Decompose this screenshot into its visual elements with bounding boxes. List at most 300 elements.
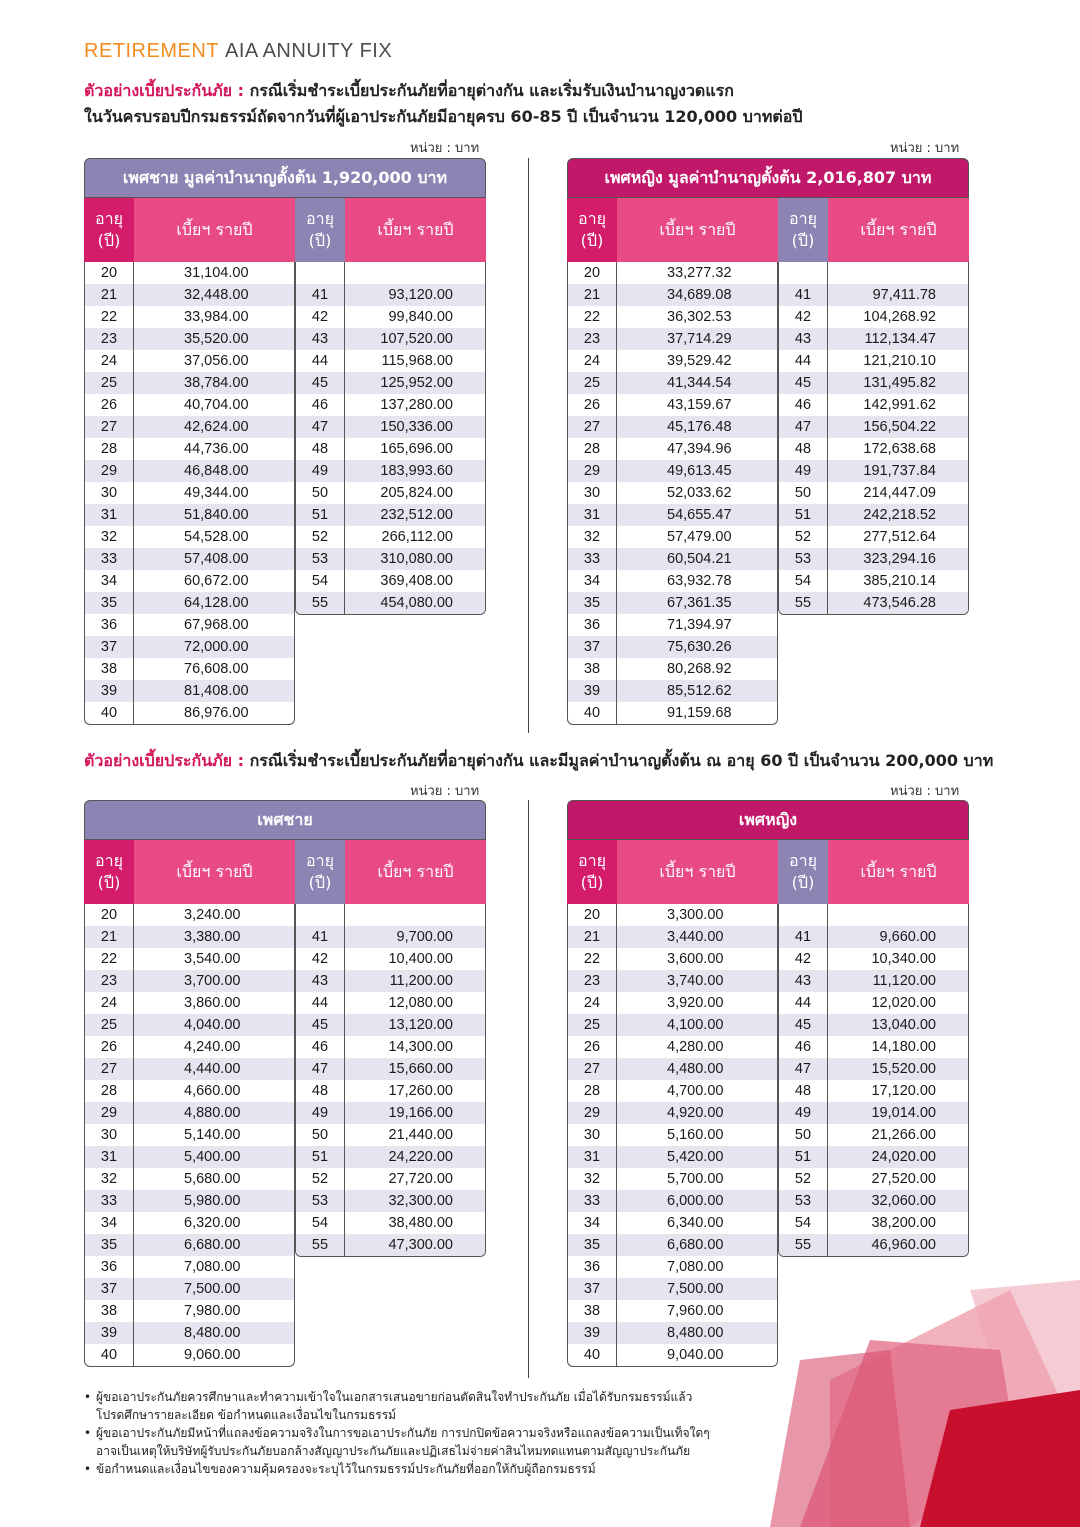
premium-cell: 35,520.00: [184, 331, 249, 347]
table-column-right: [295, 262, 486, 615]
bullet-icon: •: [84, 1462, 92, 1476]
age-cell: 39: [85, 1322, 134, 1344]
premium-cell: 24,020.00: [871, 1149, 936, 1165]
age-cell: 46: [296, 1036, 345, 1058]
premium-cell: 17,120.00: [871, 1083, 936, 1099]
table-row: [779, 1190, 968, 1212]
section2-line1: กรณีเริ่มชำระเบี้ยประกันภัยที่อายุต่างกัน และมีมูลค่าบำนาญตั้งต้น ณ อายุ 60 ปี เป็นจำนวน 200,000 บาท: [249, 751, 994, 770]
premium-cell: 7,080.00: [667, 1259, 724, 1275]
note-item: [84, 1388, 764, 1424]
table-row: [779, 350, 968, 372]
age-cell: 20: [568, 904, 617, 926]
premium-column-header-text: เบี้ยฯ รายปี: [377, 220, 454, 239]
note-text: ผู้ขอเอาประกันภัยควรศึกษาและทำความเข้าใจในเอกสารเสนอขายก่อนตัดสินใจทำประกันภัย เมื่อได้รับกรมธรรม์แล้ว: [96, 1390, 693, 1404]
premium-cell: 115,968.00: [381, 353, 453, 369]
premium-cell: 5,400.00: [184, 1149, 241, 1165]
age-cell: 34: [568, 1212, 617, 1234]
premium-cell: 57,479.00: [667, 529, 732, 545]
premium-cell: 27,720.00: [388, 1171, 453, 1187]
age-cell: 33: [568, 548, 617, 570]
premium-cell: 12,020.00: [871, 995, 936, 1011]
table-row: [568, 1212, 777, 1234]
age-cell: 30: [568, 482, 617, 504]
table-row: [296, 482, 485, 504]
table-row: [568, 284, 777, 306]
age-cell: 43: [296, 328, 345, 350]
premium-cell: 9,660.00: [879, 929, 936, 945]
age-cell: 32: [85, 1168, 134, 1190]
age-column-header-text: (ปี): [308, 231, 332, 250]
premium-cell: 205,824.00: [380, 485, 453, 501]
divider: [528, 158, 529, 733]
table-row: [85, 570, 294, 592]
premium-cell: 46,848.00: [184, 463, 249, 479]
table-row: [568, 992, 777, 1014]
premium-cell: 3,540.00: [184, 951, 241, 967]
table-row: [779, 926, 968, 948]
age-cell: 23: [85, 970, 134, 992]
premium-column-header-text: เบี้ยฯ รายปี: [659, 862, 736, 881]
table-row: [85, 504, 294, 526]
age-cell: 53: [296, 1190, 345, 1212]
disclaimer-notes: [84, 1388, 764, 1478]
table-column-right: [295, 904, 486, 1257]
age-column-header-text: อายุ: [95, 851, 123, 870]
age-cell: 30: [85, 482, 134, 504]
age-cell: 33: [85, 1190, 134, 1212]
age-cell: 28: [85, 1080, 134, 1102]
age-cell: 31: [85, 1146, 134, 1168]
table-row: [568, 970, 777, 992]
premium-cell: 150,336.00: [380, 419, 453, 435]
table-column-left: [84, 262, 295, 725]
premium-cell: 27,520.00: [871, 1171, 936, 1187]
premium-column-header: [617, 198, 778, 262]
table-row: [568, 460, 777, 482]
table-row: [568, 636, 777, 658]
premium-cell: 4,100.00: [667, 1017, 724, 1033]
table-row: [85, 394, 294, 416]
premium-cell: 4,280.00: [667, 1039, 724, 1055]
premium-cell: 6,320.00: [184, 1215, 241, 1231]
age-column-header-text: อายุ: [306, 851, 334, 870]
premium-cell: 31,104.00: [184, 265, 249, 281]
table-row: [568, 1322, 777, 1344]
table-row: [779, 482, 968, 504]
age-cell: 31: [568, 504, 617, 526]
premium-cell: 131,495.82: [863, 375, 936, 391]
premium-cell: 3,600.00: [667, 951, 724, 967]
premium-column-header: [828, 840, 969, 904]
age-column-header-text: อายุ: [95, 209, 123, 228]
table-row: [568, 1300, 777, 1322]
table-row: [85, 284, 294, 306]
age-cell: 27: [568, 416, 617, 438]
premium-cell: 7,500.00: [667, 1281, 724, 1297]
table-row: [296, 970, 485, 992]
table-row: [779, 416, 968, 438]
premium-cell: 11,120.00: [872, 973, 936, 989]
decorative-shapes-graphic: [770, 1270, 1080, 1527]
table-row: [568, 1256, 777, 1278]
table-row: [296, 548, 485, 570]
table-row: [568, 306, 777, 328]
premium-cell: 51,840.00: [184, 507, 249, 523]
age-column-header: [567, 840, 617, 904]
premium-cell: 104,268.92: [863, 309, 936, 325]
premium-cell: 46,960.00: [871, 1237, 936, 1253]
age-cell: 40: [568, 1344, 617, 1366]
table-row: [779, 1014, 968, 1036]
premium-cell: 3,440.00: [667, 929, 724, 945]
premium-cell: 42,624.00: [184, 419, 249, 435]
age-cell: [779, 904, 828, 926]
age-cell: 44: [779, 992, 828, 1014]
age-cell: 52: [296, 526, 345, 548]
age-cell: 54: [296, 1212, 345, 1234]
age-cell: 45: [296, 1014, 345, 1036]
table-row: [568, 1234, 777, 1256]
age-cell: 24: [568, 350, 617, 372]
age-cell: 28: [85, 438, 134, 460]
premium-cell: 165,696.00: [380, 441, 453, 457]
table-row: [568, 592, 777, 614]
age-cell: 53: [296, 548, 345, 570]
unit-label: หน่วย : บาท: [410, 784, 480, 799]
age-cell: 28: [568, 438, 617, 460]
age-cell: 31: [85, 504, 134, 526]
age-column-header-text: (ปี): [580, 873, 604, 892]
table-row: [85, 1190, 294, 1212]
premium-cell: 15,660.00: [388, 1061, 453, 1077]
age-cell: 37: [85, 1278, 134, 1300]
age-cell: [779, 262, 828, 284]
age-cell: 49: [779, 1102, 828, 1124]
age-cell: 55: [779, 592, 828, 614]
age-cell: 27: [568, 1058, 617, 1080]
age-cell: 41: [779, 926, 828, 948]
table-row: [85, 1322, 294, 1344]
table-row: [568, 904, 777, 926]
table-row: [296, 526, 485, 548]
premium-cell: 47,300.00: [388, 1237, 453, 1253]
table-row: [296, 284, 485, 306]
note-text: ผู้ขอเอาประกันภัยมีหน้าที่แถลงข้อความจริงในการขอเอาประกันภัย การปกปิดข้อความจริงหรือแถลงข้อความเป็นเท็จใดๆ: [96, 1426, 710, 1440]
table-row: [568, 438, 777, 460]
table-row: [779, 438, 968, 460]
premium-cell: 4,880.00: [184, 1105, 241, 1121]
premium-table-male-1: [84, 158, 486, 735]
age-cell: 34: [85, 1212, 134, 1234]
premium-cell: 52,033.62: [667, 485, 732, 501]
table-row: [296, 394, 485, 416]
age-column-header-text: (ปี): [308, 873, 332, 892]
age-cell: 47: [779, 416, 828, 438]
premium-cell: 13,040.00: [871, 1017, 936, 1033]
age-cell: 42: [779, 948, 828, 970]
table-row: [568, 658, 777, 680]
age-cell: 49: [779, 460, 828, 482]
premium-table-female-1: [567, 158, 969, 735]
age-cell: 36: [85, 1256, 134, 1278]
age-cell: 37: [85, 636, 134, 658]
table-row: [779, 1168, 968, 1190]
table-row: [568, 1036, 777, 1058]
premium-cell: 13,120.00: [388, 1017, 453, 1033]
age-column-header-text: (ปี): [791, 231, 815, 250]
table-row: [296, 1124, 485, 1146]
age-cell: 41: [779, 284, 828, 306]
table-row: [296, 1036, 485, 1058]
premium-cell: 7,080.00: [184, 1259, 241, 1275]
age-cell: 35: [568, 592, 617, 614]
table-row: [568, 504, 777, 526]
age-cell: 40: [568, 702, 617, 724]
premium-cell: 5,980.00: [184, 1193, 241, 1209]
table-row: [568, 1058, 777, 1080]
age-cell: 21: [85, 926, 134, 948]
premium-cell: 3,920.00: [667, 995, 724, 1011]
age-column-header-text: อายุ: [578, 209, 606, 228]
age-cell: 55: [779, 1234, 828, 1256]
age-cell: 47: [779, 1058, 828, 1080]
age-cell: 30: [568, 1124, 617, 1146]
table-row: [568, 1278, 777, 1300]
table-row: [568, 350, 777, 372]
age-cell: 25: [85, 1014, 134, 1036]
age-cell: 44: [296, 992, 345, 1014]
table-row: [296, 328, 485, 350]
age-cell: 51: [779, 1146, 828, 1168]
premium-cell: 4,480.00: [667, 1061, 724, 1077]
premium-cell: 32,300.00: [388, 1193, 453, 1209]
table-row: [779, 570, 968, 592]
age-cell: 40: [85, 1344, 134, 1366]
table-row: [779, 1146, 968, 1168]
table-row: [568, 1080, 777, 1102]
table-row: [296, 1234, 485, 1256]
table-row: [568, 926, 777, 948]
premium-cell: 4,660.00: [184, 1083, 241, 1099]
table-title: เพศชาย มูลค่าบำนาญตั้งต้น 1,920,000 บาท: [84, 158, 486, 198]
age-cell: 37: [568, 1278, 617, 1300]
table-row: [85, 592, 294, 614]
table-row: [85, 992, 294, 1014]
age-cell: [296, 262, 345, 284]
table-row: [568, 1190, 777, 1212]
age-cell: 45: [779, 372, 828, 394]
age-cell: 55: [296, 1234, 345, 1256]
age-cell: 20: [568, 262, 617, 284]
table-row: [85, 1168, 294, 1190]
age-cell: 22: [568, 306, 617, 328]
table-row: [779, 548, 968, 570]
premium-cell: 369,408.00: [380, 573, 453, 589]
table-row: [568, 948, 777, 970]
age-cell: 46: [296, 394, 345, 416]
section1-lead: ตัวอย่างเบี้ยประกันภัย :: [84, 81, 245, 100]
premium-cell: 3,860.00: [184, 995, 241, 1011]
age-cell: 42: [296, 948, 345, 970]
brand-label: RETIREMENT: [84, 40, 219, 62]
table-row: [296, 1102, 485, 1124]
premium-cell: 21,266.00: [871, 1127, 936, 1143]
premium-column-header-text: เบี้ยฯ รายปี: [860, 862, 937, 881]
age-cell: 35: [85, 1234, 134, 1256]
product-name: AIA ANNUITY FIX: [225, 40, 393, 62]
age-cell: 51: [296, 1146, 345, 1168]
premium-cell: 97,411.78: [872, 287, 936, 303]
age-cell: 32: [568, 526, 617, 548]
table-row: [85, 658, 294, 680]
age-cell: 43: [779, 970, 828, 992]
table-row: [779, 460, 968, 482]
premium-cell: 40,704.00: [184, 397, 249, 413]
table-row: [568, 1146, 777, 1168]
premium-cell: 232,512.00: [380, 507, 453, 523]
table-row: [85, 1014, 294, 1036]
age-cell: 29: [85, 1102, 134, 1124]
table-row: [85, 904, 294, 926]
age-column-header-text: (ปี): [97, 873, 121, 892]
age-cell: 30: [85, 1124, 134, 1146]
premium-cell: 5,160.00: [667, 1127, 724, 1143]
premium-cell: 63,932.78: [667, 573, 732, 589]
premium-cell: 81,408.00: [184, 683, 249, 699]
table-row: [779, 394, 968, 416]
premium-cell: 60,672.00: [184, 573, 249, 589]
table-row: [85, 372, 294, 394]
premium-cell: 85,512.62: [667, 683, 732, 699]
table-row: [779, 1058, 968, 1080]
age-cell: 47: [296, 416, 345, 438]
premium-cell: 8,480.00: [667, 1325, 724, 1341]
premium-column-header: [134, 198, 295, 262]
age-cell: 44: [296, 350, 345, 372]
premium-column-header-text: เบี้ยฯ รายปี: [176, 862, 253, 881]
age-cell: 54: [779, 570, 828, 592]
table-row: [296, 372, 485, 394]
age-column-header-text: อายุ: [306, 209, 334, 228]
age-cell: 27: [85, 416, 134, 438]
premium-cell: 60,504.21: [667, 551, 732, 567]
premium-cell: 19,166.00: [388, 1105, 453, 1121]
age-cell: 26: [568, 1036, 617, 1058]
age-cell: 40: [85, 702, 134, 724]
table-row: [568, 1124, 777, 1146]
age-cell: 44: [779, 350, 828, 372]
table-row: [85, 1102, 294, 1124]
table-title: เพศชาย: [84, 800, 486, 840]
premium-cell: 3,380.00: [184, 929, 241, 945]
page-header: [84, 40, 392, 63]
age-cell: 50: [779, 482, 828, 504]
premium-column-header-text: เบี้ยฯ รายปี: [176, 220, 253, 239]
premium-cell: 5,420.00: [667, 1149, 724, 1165]
premium-cell: 37,056.00: [184, 353, 249, 369]
table-row: [779, 1234, 968, 1256]
premium-cell: 3,740.00: [667, 973, 724, 989]
age-cell: 42: [296, 306, 345, 328]
table-column-right: [778, 904, 969, 1257]
age-cell: 50: [779, 1124, 828, 1146]
section1-line1: กรณีเริ่มชำระเบี้ยประกันภัยที่อายุต่างกัน และเริ่มรับเงินบำนาญงวดแรก: [249, 81, 734, 100]
premium-column-header: [345, 840, 486, 904]
premium-cell: 38,200.00: [871, 1215, 936, 1231]
table-row: [568, 614, 777, 636]
age-cell: 55: [296, 592, 345, 614]
table-row: [568, 482, 777, 504]
age-column-header: [778, 198, 828, 262]
premium-cell: 3,240.00: [184, 907, 241, 923]
table-row: [568, 1014, 777, 1036]
unit-label: หน่วย : บาท: [890, 784, 960, 799]
age-column-header: [84, 840, 134, 904]
age-column-header: [295, 840, 345, 904]
age-column-header-text: (ปี): [791, 873, 815, 892]
table-row: [85, 416, 294, 438]
table-row: [779, 328, 968, 350]
age-column-header-text: (ปี): [97, 231, 121, 250]
premium-cell: 75,630.26: [667, 639, 732, 655]
table-row: [85, 1234, 294, 1256]
note-item: [84, 1424, 764, 1460]
table-row: [779, 592, 968, 614]
premium-cell: 10,400.00: [388, 951, 453, 967]
table-row: [779, 948, 968, 970]
premium-cell: 183,993.60: [380, 463, 453, 479]
note-text: ข้อกำหนดและเงื่อนไขของความคุ้มครองจะระบุไว้ในกรมธรรม์ประกันภัยที่ออกให้กับผู้ถือกรมธรรม์: [96, 1462, 596, 1476]
age-cell: 48: [296, 438, 345, 460]
note-text: โปรดศึกษารายละเอียด ข้อกำหนดและเงื่อนไขในกรมธรรม์: [96, 1408, 397, 1422]
premium-cell: 9,700.00: [396, 929, 453, 945]
table-row: [568, 1168, 777, 1190]
premium-cell: 64,128.00: [184, 595, 249, 611]
age-cell: 25: [568, 1014, 617, 1036]
age-cell: 39: [568, 680, 617, 702]
premium-cell: 7,960.00: [667, 1303, 724, 1319]
table-row: [568, 372, 777, 394]
premium-cell: 54,655.47: [667, 507, 732, 523]
age-cell: 52: [296, 1168, 345, 1190]
age-cell: 29: [568, 460, 617, 482]
premium-cell: 6,680.00: [184, 1237, 241, 1253]
age-cell: 21: [568, 284, 617, 306]
table-column-right: [778, 262, 969, 615]
premium-cell: 107,520.00: [380, 331, 453, 347]
age-cell: 32: [85, 526, 134, 548]
table-row: [85, 1080, 294, 1102]
premium-cell: 137,280.00: [380, 397, 453, 413]
table-row: [85, 460, 294, 482]
premium-cell: 67,968.00: [184, 617, 249, 633]
table-row: [296, 1190, 485, 1212]
age-cell: 24: [85, 992, 134, 1014]
premium-cell: 44,736.00: [184, 441, 249, 457]
age-cell: 38: [568, 1300, 617, 1322]
premium-cell: 142,991.62: [863, 397, 936, 413]
premium-cell: 8,480.00: [184, 1325, 241, 1341]
premium-cell: 80,268.92: [667, 661, 732, 677]
premium-cell: 323,294.16: [863, 551, 936, 567]
section1-intro: [84, 78, 803, 130]
age-cell: 21: [568, 926, 617, 948]
age-column-header-text: อายุ: [578, 851, 606, 870]
table-row: [296, 926, 485, 948]
premium-cell: 6,000.00: [667, 1193, 724, 1209]
age-cell: 45: [296, 372, 345, 394]
premium-cell: 7,980.00: [184, 1303, 241, 1319]
